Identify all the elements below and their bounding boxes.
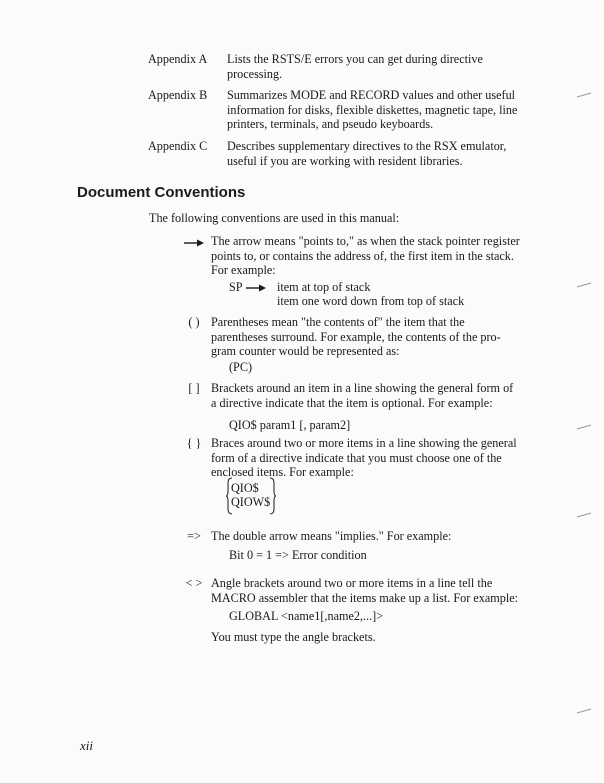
double-arrow-symbol: => [187, 529, 201, 543]
text-line: For example: [211, 263, 276, 278]
double-arrow-example: Bit 0 = 1 => Error condition [229, 548, 367, 562]
text-line: Braces around two or more items in a line showing the general [211, 436, 517, 450]
text-line: points to, or contains the address of, the first item in the stack. [211, 248, 514, 263]
brackets-example: QIO$ param1 [, param2] [229, 418, 351, 432]
text-line: Parentheses mean "the contents of" the item that the [211, 315, 465, 329]
arrow-example-line-2: item one word down from top of stack [277, 294, 465, 308]
margin-mark-icon [576, 424, 592, 430]
margin-mark-icon [576, 282, 592, 288]
brackets-symbol: [ ] [188, 381, 200, 395]
right-arrow-icon [245, 283, 267, 293]
text-line: Describes supplementary directives to the RSX emulator, [227, 139, 507, 153]
text-line: form of a directive indicate that you must choose one of the [211, 450, 502, 465]
margin-mark-icon [576, 512, 592, 518]
appendix-a-description [227, 52, 537, 81]
braces-example-line-2: QIOW$ [231, 495, 271, 509]
brackets-description [211, 381, 538, 410]
angle-brackets-example: GLOBAL <name1[,name2,...]> [229, 609, 384, 623]
braces-symbol: { } [186, 436, 202, 450]
text-line: parentheses surround. For example, the contents of the pro- [211, 329, 501, 344]
text-line: a directive indicate that the item is optional. For example: [211, 395, 493, 410]
appendix-b-description [227, 88, 537, 132]
arrow-description [211, 234, 538, 278]
arrow-example-line-1: item at top of stack [277, 280, 371, 294]
appendix-c-description [227, 139, 537, 168]
intro-text: The following conventions are used in this manual: [149, 211, 400, 225]
text-line: gram counter would be represented as: [211, 344, 400, 359]
sp-label: SP [229, 280, 243, 294]
appendix-b-label: Appendix B [148, 88, 208, 102]
text-line: processing. [227, 66, 283, 81]
double-arrow-description [211, 529, 538, 544]
angle-brackets-note: You must type the angle brackets. [211, 630, 376, 644]
text-line: The double arrow means "implies." For example: [211, 529, 452, 543]
angle-brackets-description [211, 576, 538, 605]
text-line: Angle brackets around two or more items in a line tell the [211, 576, 493, 590]
page-number: xii [80, 738, 93, 753]
text-line: Summarizes MODE and RECORD values and other useful [227, 88, 516, 102]
appendix-a-label: Appendix A [148, 52, 208, 66]
right-arrow-icon [180, 235, 208, 250]
arrow-example-sp [229, 280, 267, 295]
text-line: information for disks, flexible diskettes, magnetic tape, line [227, 102, 518, 117]
section-title: Document Conventions [77, 184, 246, 201]
text-line: enclosed items. For example: [211, 465, 354, 480]
braces-example [226, 477, 276, 515]
text-line: Lists the RSTS/E errors you can get during directive [227, 52, 483, 66]
angle-brackets-symbol: < > [185, 576, 203, 590]
text-line: printers, terminals, and pseudo keyboards. [227, 117, 434, 132]
text-line: MACRO assembler that the items make up a list. For example: [211, 590, 519, 605]
parentheses-symbol: ( ) [188, 315, 200, 329]
braces-example-line-1: QIO$ [231, 481, 259, 495]
appendix-c-label: Appendix C [148, 139, 208, 153]
text-line: Brackets around an item in a line showing the general form of [211, 381, 514, 395]
parentheses-example: (PC) [229, 360, 253, 374]
parentheses-description [211, 315, 538, 359]
text-line: The arrow means "points to," as when the stack pointer register [211, 234, 520, 248]
margin-mark-icon [576, 708, 592, 714]
text-line: useful if you are working with resident libraries. [227, 153, 463, 168]
margin-mark-icon [576, 92, 592, 98]
braces-description [211, 436, 538, 480]
